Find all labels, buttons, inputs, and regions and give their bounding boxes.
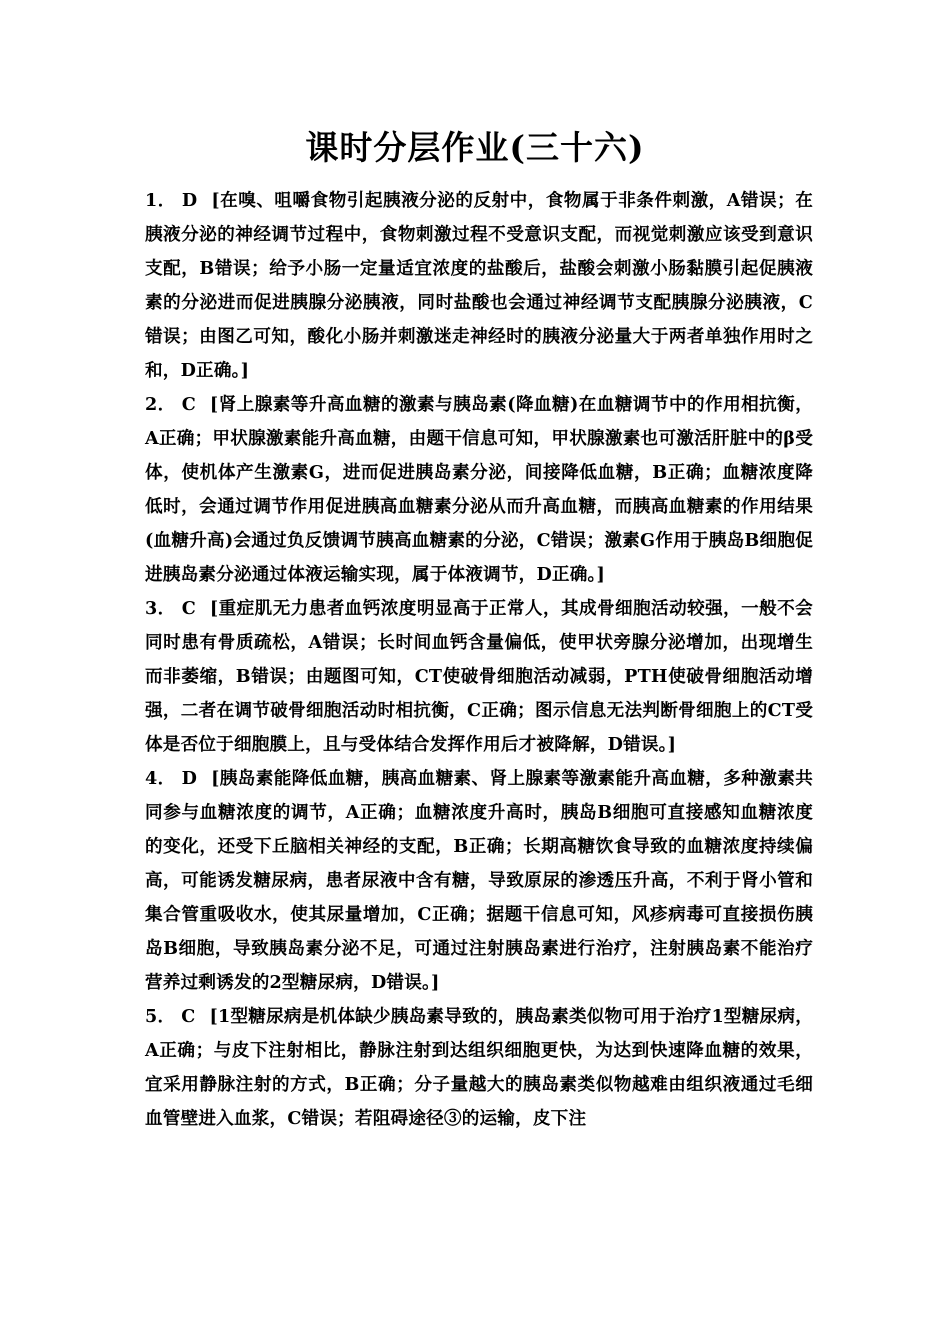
answer-item-1 <box>145 184 813 388</box>
answer-explanation: [重症肌无力患者血钙浓度明显高于正常人，其成骨细胞活动较强，一般不会同时患有骨质疏松，A错误；长时间血钙含量偏低，使甲状旁腺分泌增加，出现增生而非萎缩，B错误；由题图可知，CT使破骨细胞活动减弱，PTH使破骨细胞活动增强，二者在调节破骨细胞活动时相抗衡，C正确；图示信息无法判断骨细胞上的CT受体是否位于细胞膜上，且与受体结合发挥作用后才被降解，D错误。] <box>145 598 813 755</box>
answer-choice: D <box>181 768 198 789</box>
answer-number: 3． <box>145 598 176 619</box>
answer-explanation: [在嗅、咀嚼食物引起胰液分泌的反射中，食物属于非条件刺激，A错误；在胰液分泌的神经调节过程中，食物刺激过程不受意识支配，而视觉刺激应该受到意识支配，B错误；给予小肠一定量适宜浓度的盐酸后，盐酸会刺激小肠黏膜引起促胰液素的分泌进而促进胰腺分泌胰液，同时盐酸也会通过神经调节支配胰腺分泌胰液，C错误；由图乙可知，酸化小肠并刺激迷走神经时的胰液分泌量大于两者单独作用时之和，D正确。] <box>145 190 813 381</box>
answer-choice: D <box>181 190 198 211</box>
answer-item-2 <box>145 388 813 592</box>
answer-number: 4． <box>145 768 176 789</box>
answer-number: 5． <box>145 1006 176 1027</box>
answer-item-4 <box>145 762 813 1000</box>
answer-number: 2． <box>145 394 176 415</box>
answer-choice: C <box>181 1006 196 1027</box>
answer-item-5 <box>145 1000 813 1136</box>
answer-choice: C <box>181 394 196 415</box>
answer-list <box>145 184 813 1136</box>
page-title: 课时分层作业(三十六) <box>305 128 645 167</box>
answer-number: 1． <box>145 190 176 211</box>
answer-explanation: [胰岛素能降低血糖，胰高血糖素、肾上腺素等激素能升高血糖，多种激素共同参与血糖浓度的调节，A正确；血糖浓度升高时，胰岛B细胞可直接感知血糖浓度的变化，还受下丘脑相关神经的支配，B正确；长期高糖饮食导致的血糖浓度持续偏高，可能诱发糖尿病，患者尿液中含有糖，导致原尿的渗透压升高，不利于肾小管和集合管重吸收水，使其尿量增加，C正确；据题干信息可知，风疹病毒可直接损伤胰岛B细胞，导致胰岛素分泌不足，可通过注射胰岛素进行治疗，注射胰岛素不能治疗营养过剩诱发的2型糖尿病，D错误。] <box>145 768 813 993</box>
answer-explanation: [肾上腺素等升高血糖的激素与胰岛素(降血糖)在血糖调节中的作用相抗衡，A正确；甲状腺激素能升高血糖，由题干信息可知，甲状腺激素也可激活肝脏中的β受体，使机体产生激素G，进而促进胰岛素分泌，间接降低血糖，B正确；血糖浓度降低时，会通过调节作用促进胰高血糖素分泌从而升高血糖，而胰高血糖素的作用结果(血糖升高)会通过负反馈调节胰高血糖素的分泌，C错误；激素G作用于胰岛B细胞促进胰岛素分泌通过体液运输实现，属于体液调节，D正确。] <box>145 394 813 585</box>
answer-explanation: [1型糖尿病是机体缺少胰岛素导致的，胰岛素类似物可用于治疗1型糖尿病，A正确；与皮下注射相比，静脉注射到达组织细胞更快，为达到快速降血糖的效果，宜采用静脉注射的方式，B正确；分子量越大的胰岛素类似物越难由组织液通过毛细血管壁进入血浆，C错误；若阻碍途径③的运输，皮下注 <box>145 1006 813 1129</box>
answer-item-3 <box>145 592 813 762</box>
answer-choice: C <box>181 598 196 619</box>
